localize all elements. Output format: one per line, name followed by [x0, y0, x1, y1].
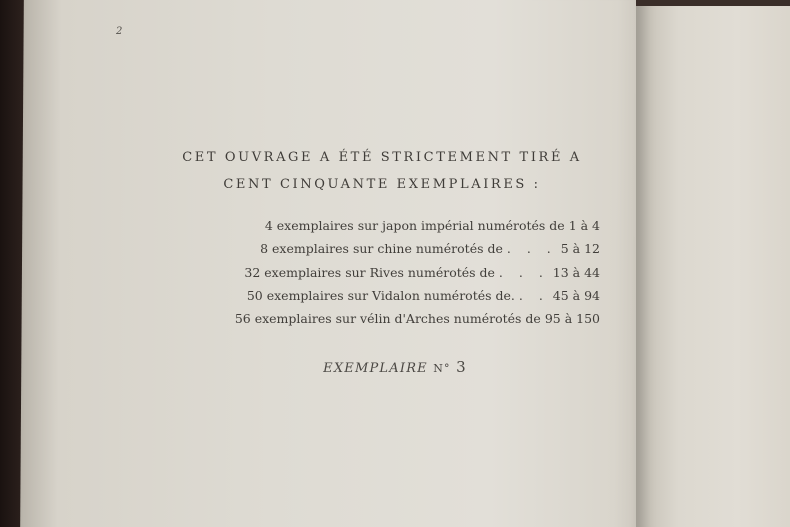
justification-heading-line-1: CET OUVRAGE A ÉTÉ STRICTEMENT TIRÉ A: [182, 150, 582, 165]
edition-row: [172, 311, 600, 326]
copy-number-value: 3: [456, 358, 467, 376]
edition-row-range: 95 à 150: [544, 311, 600, 326]
edition-row-range: 13 à 44: [552, 265, 600, 280]
edition-row-range: 45 à 94: [552, 288, 600, 303]
edition-row: [172, 218, 600, 233]
edition-row-dots: . . .: [498, 265, 549, 280]
edition-row-range: 5 à 12: [560, 241, 600, 256]
edition-row-text: 50 exemplaires sur Vidalon numérotés de.: [246, 288, 515, 303]
edition-row: [172, 241, 600, 256]
edition-row-dots: . .: [518, 288, 549, 303]
edition-row-dots: . . .: [506, 241, 557, 256]
edition-row: [172, 265, 600, 280]
justification-heading-line-2: CENT CINQUANTE EXEMPLAIRES :: [223, 177, 541, 192]
edition-row-text: 56 exemplaires sur vélin d'Arches numérotés de: [234, 311, 541, 326]
edition-row-range: 1 à 4: [568, 218, 600, 233]
page-number: 2: [116, 26, 123, 37]
edition-row-text: 8 exemplaires sur chine numérotés de: [260, 241, 503, 256]
edition-row-text: 4 exemplaires sur japon impérial numérotés de: [264, 218, 565, 233]
show-through-text: [290, 334, 590, 349]
copy-no-abbrev: N°: [433, 362, 451, 375]
copy-label: EXEMPLAIRE: [323, 361, 428, 376]
copy-number: [300, 358, 490, 376]
edition-row: [172, 288, 600, 303]
edition-row-text: 32 exemplaires sur Rives numérotés de: [244, 265, 495, 280]
